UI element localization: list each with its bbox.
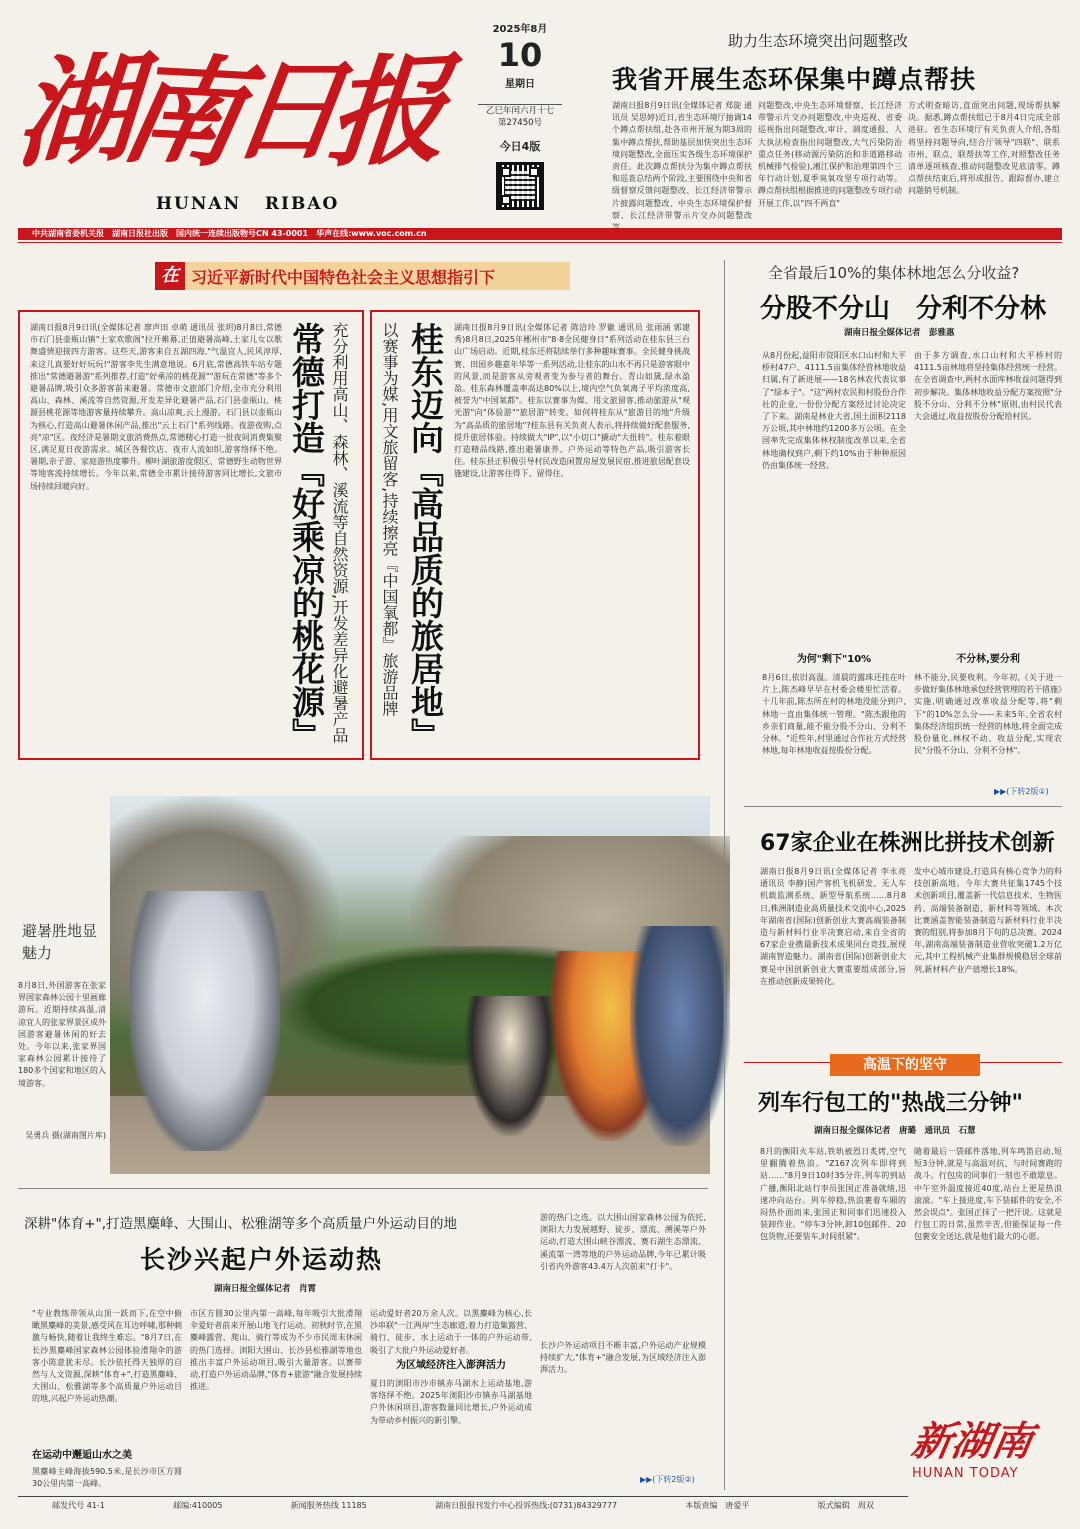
forest-col1: 从8月份起,益阳市资阳区水口山村和大平桥村47户、4111.5亩集体经营林地收益归属,有了新进展——18名林农代表议事了"绿本子"。"这"两村农民和村股份合作社的企业,一份份分配方案经过讨论决定了下来。湖南是林业大省,国土面积2118万公顷,其中林地约1200多万公顷。在全国率先完成集体林权制度改革以来,全省林地确权到户,剩下约10%由于种种原因仍由集体统一经营。 <box>762 351 906 470</box>
date-year-month: 2025年8月 <box>492 24 548 35</box>
footer <box>18 1500 908 1516</box>
changsha-subhead-3: 为区域经济注入澎湃活力 <box>396 1360 506 1371</box>
guidong-body: 湖南日报8月9日讯(全媒体记者 陈洽玲 罗徽 通讯员 张雨涵 郭建秀)8月8日,2025年郴州市"8·8全民健身日"系列活动在桂东县三台山广场启动。近期,桂东还将陆续举行多种趣味赛事。全民健身挑战赛、田园乡趣嘉年华等一系列活动,让桂东的山水不再只是游客眼中的风景,而是游客从旁观者变为参与者的舞台。青山如黛,绿水盈盈。桂东森林覆盖率高达80%以上,境内空气负氧离子平均浓度高,被誉为"中国氧都"。桂东以赛事为媒、用文旅留客,推动旅游从"观光游"向"体验游""旅居游"转变。如何将桂东从"旅游目的地"升级为"高品质的旅居地"?桂东县有关负责人表示,将持续做好配套服务,提升旅居体验。持续做大"IP",以"小切口"撬动"大扭转"。桂东着眼打造精品线路,推出避暑康养、户外运动等特色产品,吸引游客长住。桂东县正积极引导村民改造闲置房屋发展民宿,推进旅居配套设施建设,让游客住得下、留得住。 <box>454 323 690 479</box>
changde-headline: 常德打造『好乘凉的桃花源』 <box>287 322 326 751</box>
logo-char: 南 <box>111 39 256 185</box>
forest-col1b: 8月6日,依旧高温。清晨的露珠还挂在叶片上,陈杰峰早早在村委会楼里忙活着。十几年前,陈杰所在村的林地没能分到户,林地一直由集体统一管理。"陈杰跟他的乡亲们商量,能不能分股不分山、分利不分林。"近些年,村里通过合作社方式经营林地,每年林地收益按股份分配。 <box>762 673 906 756</box>
forest-subhead-2: 不分林,要分利 <box>956 654 1020 665</box>
banner-text: 习近平新时代中国特色社会主义思想指引下 <box>191 267 496 287</box>
footer-item: 本版责编 唐爱平 <box>685 1501 750 1510</box>
zhuzhou-col2: 发中心城市建设,打造具有核心竞争力的科技创新高地。今年大赛共征集1745个技术创新项目,覆盖新一代信息技术、生物医药、高端装备制造、新材料等领域。本次比赛涵盖智能装备制造与新材料行业半决赛的组别,将参加8月下旬的总决赛。2024年,湖南高端装备制造业营收突破1.2万亿元,其中工程机械产业集群规模稳居全球前列,新材料产业产值增长18%。 <box>914 867 1062 974</box>
footer-item: 邮发代号 41-1 <box>52 1501 105 1510</box>
top-story-headline: 我省开展生态环保集中蹲点帮扶 <box>612 65 977 94</box>
top-story-col2: 问题整改,中央生态环境督察、长江经济带警示片交办问题整改,中央巡视、省委巡视指出问题整改,审计、调度通报、人大执法检查指出问题整改,大气污染防治重点任务(移动源污染防治和非道路移动机械排气检验),湘江保护和治理第四个三年行动计划,夏季臭氧攻坚专项行动等。蹲点帮扶组根据推进的问题整改专项行动开展工作,以"四不两直" <box>758 101 902 208</box>
train-byline: 湖南日报全媒体记者 唐璐 通讯员 石慧 <box>814 1126 976 1136</box>
changde-body: 湖南日报8月9日讯(全媒体记者 廖声田 卓萌 通讯员 张玥)8月8日,常德市石门县壶瓶山镇"土家欢歌阁"拉开帷幕,正值避暑高峰,土家儿女以歌舞盛情迎接四方游客。这些天,游客来自五湖四海,"气温宜人,民风淳厚,来这儿真要好好玩玩!"游客李先生满意地说。6月底,常德高铁车站专题推出"常德避暑游"系列推荐,打造"好乘凉的桃花源""游玩在常德"等多个避暑品牌,吸引众多游客前来避暑。常德市文旅部门介绍,全市充分利用高山、森林、溪流等自然资源,开发差异化避暑产品,石门县壶瓶山、桃源县桃花源等地游客量持续攀升。高山凉爽,云上漫游。石门县以壶瓶山为核心,打造高山避暑休闲产品,推出"云上石门"系列线路。夜游夜购,点亮"凉"区。夜经济是暑期文旅消费热点,常德精心打造一批夜间消费集聚区,满足夏日夜游需求。城区各餐饮店、夜市人流如织,游客络绎不绝。暑期,亲子游、家庭游热度攀升。柳叶湖旅游度假区、常德野生动物世界等地客流持续增长。今年以来,常德全市累计接待游客同比增长,文旅市场持续回暖向好。 <box>30 323 282 491</box>
changsha-kicker: 深耕"体育+",打造黑麋峰、大围山、松雅湖等多个高质量户外运动目的地 <box>24 1216 458 1232</box>
footer-item: 版式编辑 周双 <box>817 1501 874 1510</box>
forest-byline: 湖南日报全媒体记者 彭雅惠 <box>844 328 955 338</box>
photo-title: 避暑胜地显魅力 <box>22 922 98 962</box>
corner-logo-cn: 新湖南 <box>907 1418 1037 1465</box>
masthead-logo <box>12 12 454 202</box>
footer-item: 新闻服务热线 11185 <box>290 1501 367 1510</box>
changde-subhead: 充分利用高山、森林、溪流等自然资源,开发差异化避暑产品 <box>330 322 349 744</box>
info-bar <box>18 228 1062 240</box>
changsha-col1b: 黑麋峰主峰海拔590.5米,是长沙市区方圆30公里内第一高峰。 <box>32 1467 182 1489</box>
forest-col2b: 林不能分,民要收利。今年初,《关于进一步做好集体林地承包经营管理的若干措施》实施,明确通过改革收益分配等,将"剩下"的10%怎么分——未来5年,全省农村集体经济组织统一经营的林地,将全面完成股份量化,林权不动、收益分配,实现农民"分股不分山、分利不分林"。 <box>914 673 1062 756</box>
date-day: 10 <box>497 36 543 74</box>
forest-kicker: 全省最后10%的集体林地怎么分收益? <box>768 264 1020 282</box>
changsha-jump-link[interactable]: ▶▶(下转2版②) <box>640 1475 695 1484</box>
corner-logo-en: HUNAN TODAY <box>912 1466 1019 1481</box>
changsha-col4: 游的热门之选。以大围山国家森林公园为依托,浏阳大力发展越野、徒步、漂流、溯溪等户外运动,打造大围山峡谷漂流、赛石湖生态漂流、溪流第一湾等地的户外运动品牌,今年已累计吸引省内外游客43.4万人次前来"打卡"。 <box>540 1213 706 1271</box>
hunan-today-logo <box>907 1418 1062 1494</box>
logo-char: 报 <box>322 38 454 184</box>
date-issue: 第27450号 <box>497 118 543 128</box>
changsha-col1: "专业教练带领从山顶一跃而下,在空中俯瞰黑麋峰的美景,感受风在耳边呼啸,那种刺激与畅快,随着让我终生难忘。"8月7日,在长沙黑麋峰国家森林公园体验滑翔伞的游客小陈意犹未尽。长沙依托得天独厚的自然与人文资源,深耕"体育+",打造黑麋峰、大围山、松雅湖等多个高质量户外运动目的地,兴起户外运动热潮。 <box>32 1309 182 1404</box>
guidong-subhead: 以赛事为媒,用文旅留客,持续擦亮『中国氧都』旅游品牌 <box>380 322 399 717</box>
zhuzhou-col1: 湖南日报8月9日讯(全媒体记者 李永亮 通讯员 李静)国产客机飞机研发、无人车机载监测系统、新型导航系统……8月8日,株洲制造业高质量技术交流中心,2025年湖南省(国际)创新创业大赛高端装备制造与新材料行业半决赛启动,来自全省的67家企业携最新技术成果同台竞技,展现湖南智造魅力。湖南省(国际)创新创业大赛是中国创新创业大赛重要组成部分,旨在推动创新成果转化。 <box>760 867 906 986</box>
changsha-col4b: 长沙户外运动项目不断丰富,户外运动产业规模持续扩大,"体育+"融合发展,为区域经济注入澎湃活力。 <box>540 1341 706 1375</box>
logo-char: 日 <box>223 46 352 175</box>
section-banner <box>155 262 570 290</box>
train-col1: 8月的衡阳火车站,铁轨被烈日炙烤,空气里翻腾着热浪。"Z167次列车即将到站……"8月9日10时35分许,列车的到站广播,衡阳北站行李员张国正准备就绪,迅速冲向站台。列车停稳,热浪裹着车厢的闷热扑面而来,张国正和同事们迅速投入装卸作业。"停车3分钟,卸10包邮件、20包货物,还要装车,时间很紧"。 <box>760 1147 906 1242</box>
forest-subhead-1: 为何"剩下"10% <box>796 654 872 665</box>
train-kicker <box>830 1054 980 1076</box>
changsha-headline: 长沙兴起户外运动热 <box>140 1245 384 1274</box>
footer-item: 湖南日报报刊发行中心投诉热线:(0731)84329777 <box>435 1501 618 1510</box>
top-story-kicker: 助力生态环境突出问题整改 <box>728 32 909 50</box>
qr-code <box>496 162 544 210</box>
changsha-byline: 湖南日报全媒体记者 肖霄 <box>214 1284 317 1294</box>
logo-char: 湖 <box>12 37 141 185</box>
banner-mark: 在 <box>155 262 185 290</box>
train-col2: 随着最后一袋邮件落地,列车鸣笛启动,短短3分钟,就是与高温对抗、与时间赛跑的战斗。行包房的同事们一刻也不敢歇息。中午室外温度接近40度,站台上更是热浪滚滚。"车上接进度,车下装邮件的安全,不然会误点"。张国正抹了一把汗说。这就是行包工的日常,虽然辛苦,但能保证每一件包裹安全送达,就是他们最大的心愿。 <box>914 1147 1062 1242</box>
footer-item: 邮编:410005 <box>173 1501 223 1510</box>
masthead-pinyin: HUNAN RIBAO <box>156 194 340 214</box>
zhuzhou-headline: 67家企业在株洲比拼技术创新 <box>760 831 1055 856</box>
train-headline: 列车行包工的"热战三分钟" <box>758 1091 1023 1116</box>
forest-jump-link[interactable]: ▶▶(下转2版①) <box>994 787 1049 796</box>
changsha-col2: 市区方圆30公里内第一高峰,每年吸引大批滑翔伞爱好者前来开展山地飞行运动。初秋时节,在黑麋峰露营、爬山、骑行等成为不少市民周末休闲的热门选择。浏阳大围山、长沙县松雅湖等地也推出丰富户外运动项目,吸引大量游客。以赛带动,打造户外运动品牌,"体育+旅游"融合发展持续推进。 <box>190 1309 362 1392</box>
changsha-col3: 运动爱好者20万余人次。以黑麋峰为核心,长沙串联"一江两岸"生态廊道,着力打造集露营、骑行、徒步、水上运动于一体的户外运动带,吸引了大批户外运动爱好者。 <box>370 1309 532 1355</box>
top-story-col3: 方式明查暗访,直面突出问题,现场帮扶解决。据悉,蹲点帮扶组已于8月4日完成全部进驻。省生态环境厅有关负责人介绍,各组将坚持问题导向,结合厅领导"四联"、联系市州、联点、联帮扶等工作,对照整改任务清单逐项核查,推动问题整改见底清零。蹲点帮扶结束后,将形成报告、跟踪督办,建立问题销号机制。 <box>908 101 1060 196</box>
guidong-headline: 桂东迈向『高品质的旅居地』 <box>406 322 445 751</box>
date-lunar: 乙巳年闰六月十七 <box>485 106 554 116</box>
feature-photo <box>110 796 710 1174</box>
forest-col2: 由于多方调查,水口山村和大平桥村的4111.5亩林地将坚持集体经营统一经营。在全省调查中,两村水面库林收益问题得到初步解决。集体林地收益分配方案按照"分股不分山、分利不分林"原则,由村民代表大会通过,收益按股份分配给村民。 <box>914 351 1062 422</box>
photo-credit: 吴勇兵 摄(湖南图片库) <box>25 1131 106 1140</box>
info-bar-text: 中共湖南省委机关报 湖南日报社出版 国内统一连续出版物号CN 43-0001 华声在线:www.voc.com.cn <box>32 229 427 238</box>
forest-headline: 分股不分山 分利不分林 <box>760 294 1047 324</box>
photo-caption: 8月8日,外国游客在张家界国家森林公园十里画廊游玩。近期持续高温,清凉宜人的张家界景区成外国游客避暑休闲的好去处。今年以来,张家界国家森林公园累计接待了180多个国家和地区的入境游客。 <box>18 981 106 1088</box>
train-kicker-text: 高温下的坚守 <box>863 1057 947 1073</box>
date-pages: 今日4版 <box>499 140 541 153</box>
changsha-col3b: 夏日的浏阳市沙市镇赤马湖水上运动基地,游客络绎不绝。2025年浏阳沙市镇赤马湖基地户外休闲项目,游客数量同比增长,户外运动成为带动乡村振兴的新引擎。 <box>370 1379 532 1425</box>
photo-caption-box <box>18 920 106 1174</box>
changsha-subhead-1: 在运动中邂逅山水之美 <box>32 1450 132 1461</box>
date-weekday: 星期日 <box>505 79 535 90</box>
date-block <box>470 20 570 220</box>
top-story-col1: 湖南日报8月9日讯(全媒体记者 郑旋 通讯员 吴思婷)近日,省生态环境厅抽调14个蹲点帮扶组,赴各市州开展为期3周的集中蹲点帮扶,帮助基层加快突出生态环境问题整改,全面压实各级生态环境保护责任。此次蹲点帮扶分为集中蹲点帮扶和巡查总结两个阶段,主要围绕中央和省级督察反馈问题整改、长江经济带警示片披露问题整改、中央生态环境保护督察、长江经济带警示片交办问题整改 <box>612 101 752 220</box>
